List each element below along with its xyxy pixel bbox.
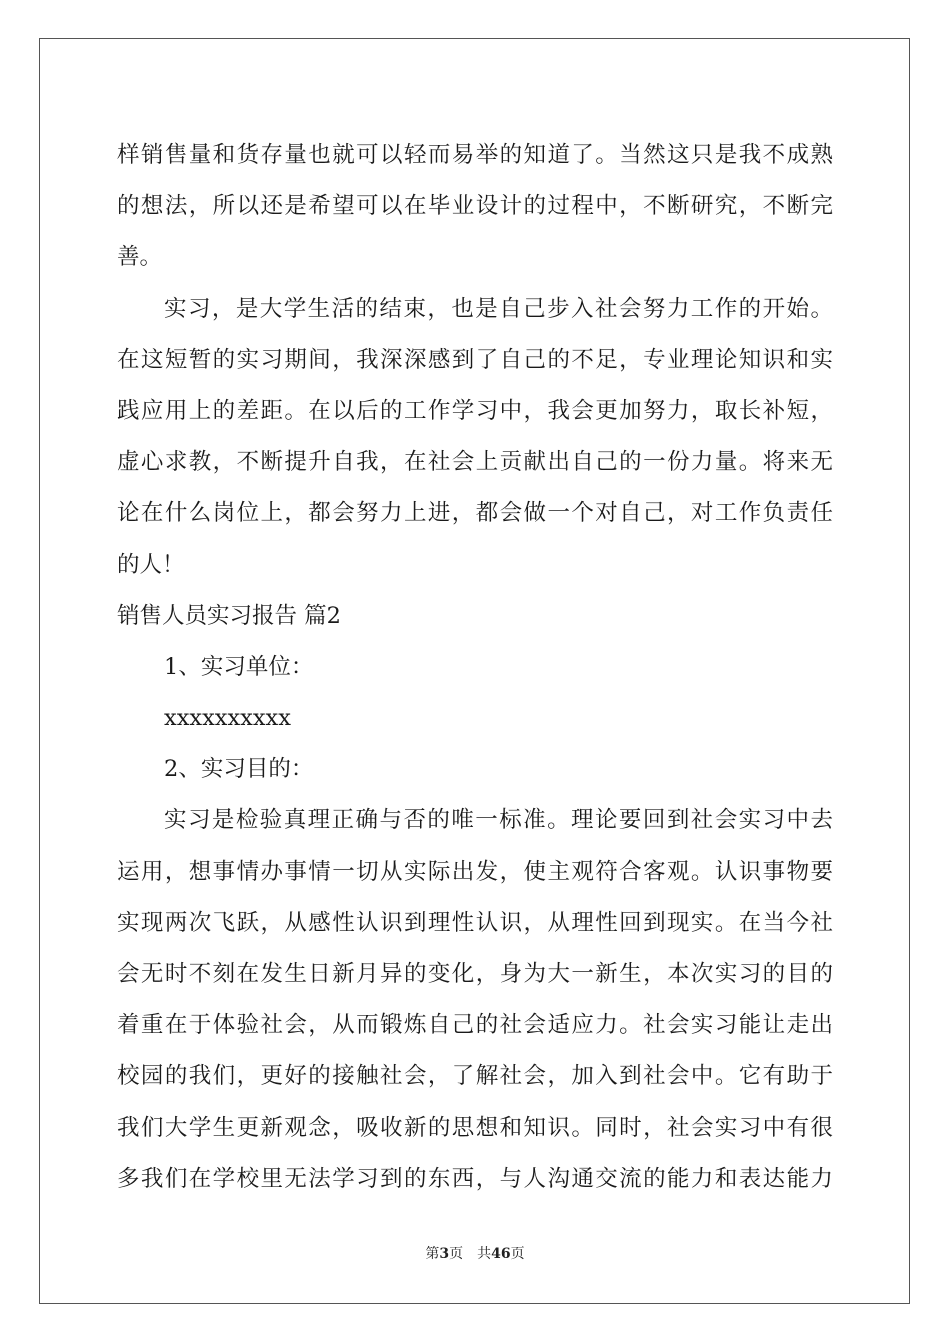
paragraph-line: 实习是检验真理正确与否的唯一标准。理论要回到社会实习中去: [164, 807, 833, 834]
paragraph-line: 论在什么岗位上，都会努力上进，都会做一个对自己，对工作负责任: [117, 500, 833, 527]
paragraph-line: 多我们在学校里无法学习到的东西，与人沟通交流的能力和表达能力: [117, 1165, 833, 1192]
total-pages-label: 共46页: [477, 1246, 525, 1262]
paragraph-line: 着重在于体验社会，从而锻炼自己的社会适应力。社会实习能让走出: [117, 1012, 833, 1039]
item-value: xxxxxxxxxx: [164, 705, 291, 732]
item-label: 1、实习单位：: [164, 653, 314, 680]
paragraph-line: 的想法，所以还是希望可以在毕业设计的过程中，不断研究，不断完: [117, 193, 833, 220]
page-footer: [0, 1243, 950, 1263]
paragraph-line: 会无时不刻在发生日新月异的变化，身为大一新生，本次实习的目的: [117, 961, 833, 987]
paragraph-line: 的人！: [117, 551, 185, 578]
paragraph-line: 我们大学生更新观念，吸收新的思想和知识。同时，社会实习中有很: [117, 1114, 833, 1141]
paragraph-line: 虚心求教，不断提升自我，在社会上贡献出自己的一份力量。将来无: [117, 449, 833, 476]
section-title: 销售人员实习报告 篇2: [117, 602, 341, 629]
paragraph-line: 实现两次飞跃，从感性认识到理性认识，从理性回到现实。在当今社: [117, 909, 833, 936]
paragraph-line: 善。: [117, 244, 163, 271]
paragraph-line: 在这短暂的实习期间，我深深感到了自己的不足，专业理论知识和实: [117, 346, 833, 373]
item-label: 2、实习目的：: [164, 756, 314, 783]
paragraph-line: 样销售量和货存量也就可以轻而易举的知道了。当然这只是我不成熟: [117, 142, 833, 168]
paragraph-line: 校园的我们，更好的接触社会，了解社会，加入到社会中。它有助于: [117, 1063, 833, 1090]
paragraph-line: 实习，是大学生活的结束，也是自己步入社会努力工作的开始。: [164, 295, 833, 322]
paragraph-line: 践应用上的差距。在以后的工作学习中，我会更加努力，取长补短，: [117, 397, 833, 424]
document-body: [117, 130, 833, 1205]
paragraph-line: 运用，想事情办事情一切从实际出发，使主观符合客观。认识事物要: [117, 858, 833, 885]
page-number-label: 第3页: [425, 1246, 464, 1262]
